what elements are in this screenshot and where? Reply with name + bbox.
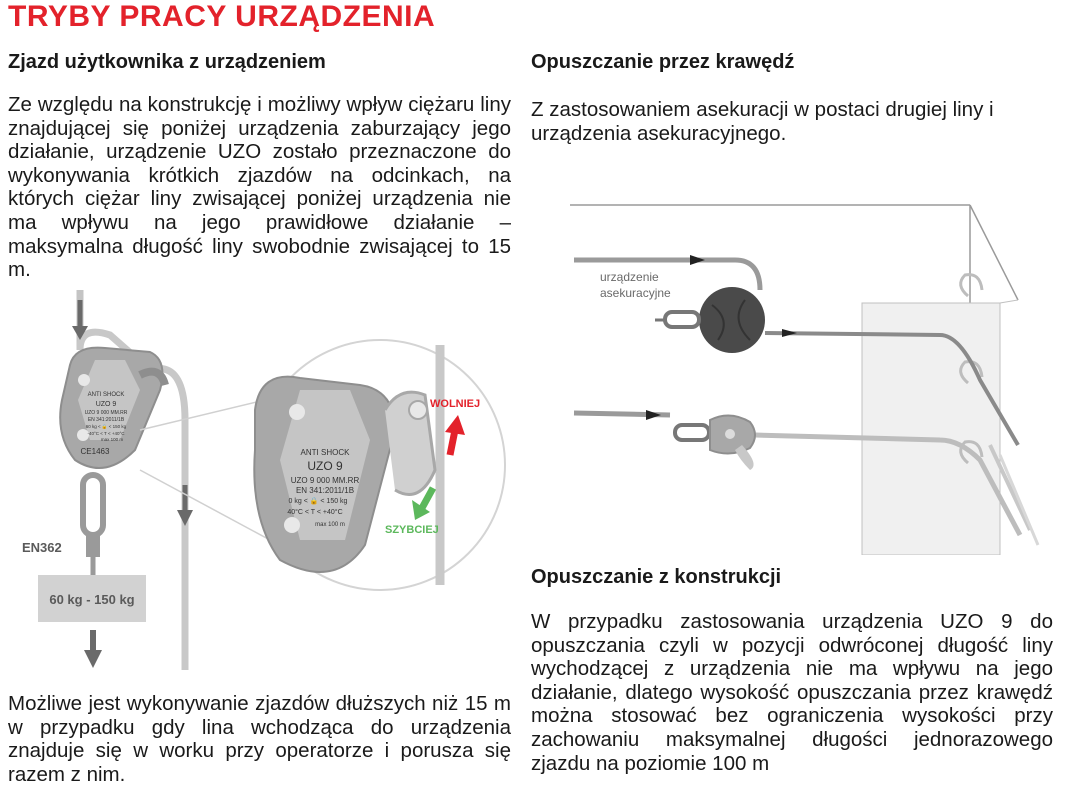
device-norm-text: EN 341:2011/1B: [87, 417, 125, 423]
section-heading-edge-lowering: Opuszczanie przez krawędź: [531, 51, 795, 73]
belay-device-label-line2: asekuracyjne: [600, 286, 671, 300]
faster-label: SZYBCIEJ: [385, 524, 439, 536]
slower-label: WOLNIEJ: [430, 398, 481, 410]
rope-down: [150, 369, 185, 670]
paragraph-structure-lowering: W przypadku zastosowania urządzenia UZO 9 do opuszczania czyli w pozycji odwróconej długość liny wychodzącej z urządzenia nie ma wpływu na jego działanie, dlatego wysokość opuszczania przez krawędź można stosować bez ograniczenia wysokości przy zachowaniu maksymalnej długości jednorazowego zjazdu na poziomie 100 m: [531, 610, 1053, 775]
zoom-load-text: 0 kg < 🔒 < 150 kg: [288, 498, 348, 505]
uzo-device-icon: [675, 415, 755, 470]
zoom-spec-text: UZO 9 000 MM.RR: [290, 476, 360, 485]
section-heading-user-descent: Zjazd użytkownika z urządzeniem: [8, 51, 326, 73]
belay-device-icon: [655, 287, 765, 353]
device-model-text: UZO 9: [95, 401, 117, 408]
device-load-text: 60 kg < 🔒 < 150 kg: [85, 424, 127, 429]
zoom-model-text: UZO 9: [307, 459, 343, 473]
paragraph-short-descent: Ze względu na konstrukcję i możliwy wpływ ciężaru liny znajdującej się poniżej urządzenia zaburzający jego działanie, urządzenie UZO zostało przeznaczone do wykonywania krótkich zjazdów na odcinkach, na których ciężar liny zwisającej poniżej urządzenia nie ma wpływu na jego prawidłowe działanie – maksymalna długość liny swobodnie zwisającej to 15 m.: [8, 93, 511, 282]
arrow-right-icon: [690, 255, 705, 265]
belay-device-label-line1: urządzenie: [600, 270, 659, 284]
load-label: 60 kg - 150 kg: [49, 592, 135, 607]
arrow-right-icon: [782, 329, 797, 337]
zoom-norm-text: EN 341:2011/1B: [295, 486, 355, 495]
zoom-temp-text: 40°C < T < +40°C: [287, 509, 343, 516]
arrow-down-load-icon: [84, 630, 102, 668]
edge-lowering-illustration: [560, 200, 1040, 555]
zoom-brand-text: ANTI SHOCK: [300, 448, 350, 457]
anchor-ring-icon: [961, 275, 982, 296]
paragraph-edge-lowering: Z zastosowaniem asekuracji w postaci drugiej liny i urządzenia asekuracyjnego.: [531, 98, 994, 145]
uzo-device-icon: [60, 348, 165, 468]
device-temp-text: -40°C < T < +40°C: [87, 431, 125, 436]
carabiner-icon: [83, 475, 103, 575]
arrow-right-icon: [646, 410, 661, 420]
device-max-text: max 100 m: [100, 437, 124, 442]
paragraph-longer-descent: Możliwe jest wykonywanie zjazdów dłuższych niż 15 m w przypadku gdy lina wchodząca do urządzenia znajduje się w worku przy operatorze i porusza się razem z nim.: [8, 692, 511, 786]
device-spec-text: UZO 9 000 MM.RR: [84, 410, 128, 416]
descent-illustration: [0, 290, 520, 685]
ce-mark-text: CE1463: [80, 447, 110, 456]
page-title: TRYBY PRACY URZĄDZENIA: [8, 0, 436, 33]
device-brand-text: ANTI SHOCK: [87, 392, 125, 398]
en362-label: EN362: [22, 540, 62, 555]
zoom-detail: [254, 340, 505, 590]
zoom-max-text: max 100 m: [315, 522, 345, 528]
section-heading-structure-lowering: Opuszczanie z konstrukcji: [531, 566, 782, 588]
